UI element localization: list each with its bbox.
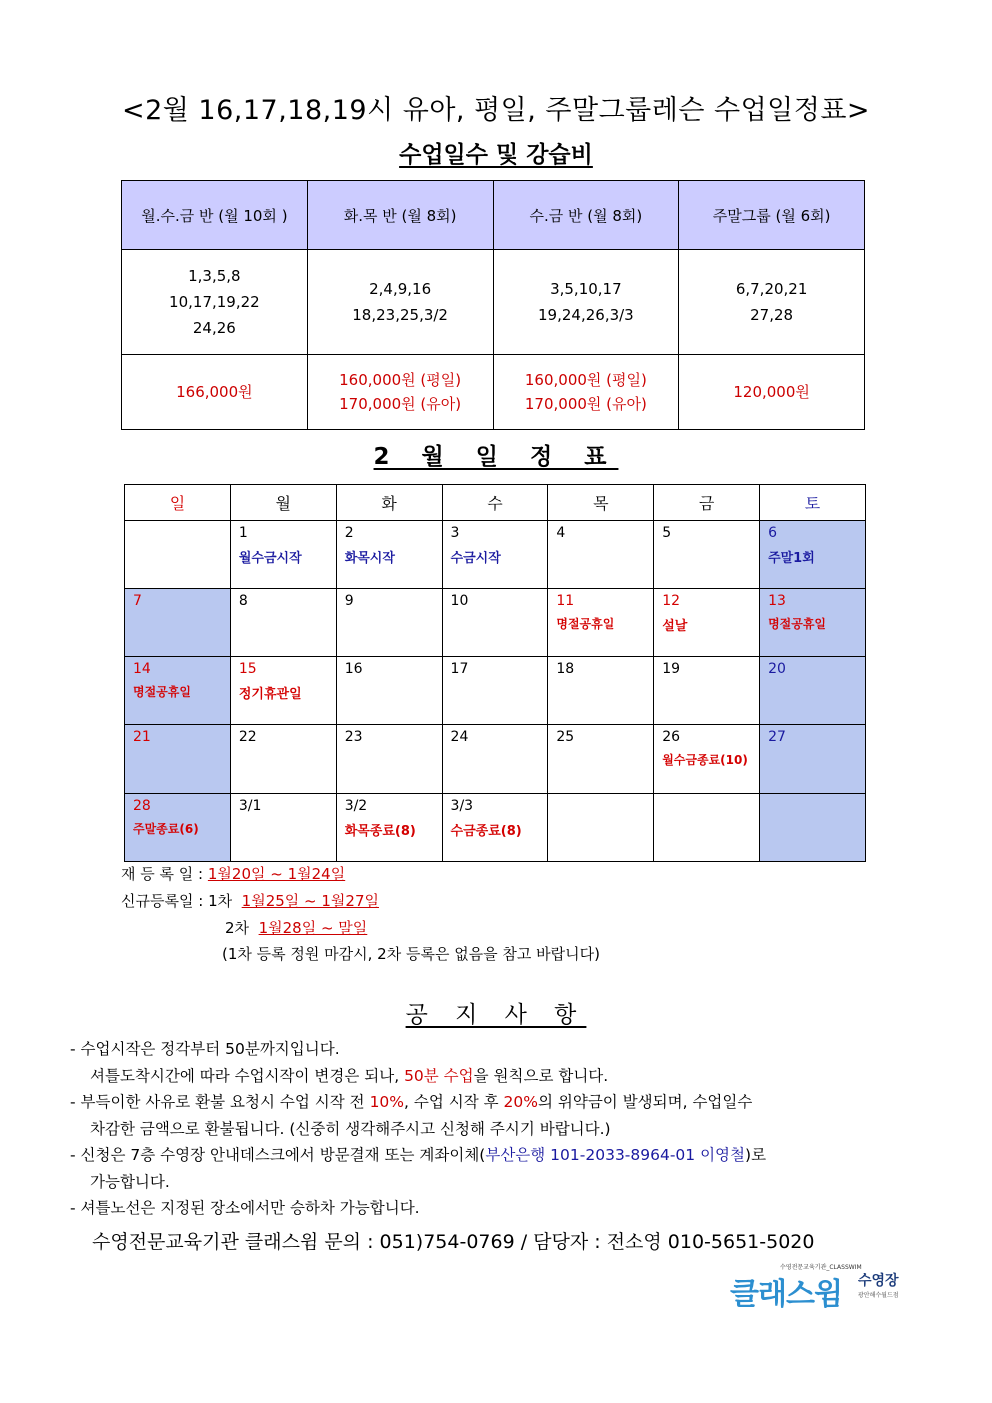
calendar-day: 20 [760, 657, 866, 725]
fee-price-cell: 160,000원 (평일) 170,000원 (유아) [493, 355, 679, 430]
calendar-week [125, 588, 866, 656]
notice-line: - 부득이한 사유로 환불 요청시 수업 시작 전 10%, 수업 시작 후 20%의 위약금이 발생되며, 수업일수 [70, 1093, 753, 1111]
fee-price-cell: 166,000원 [122, 355, 308, 430]
calendar-day [760, 793, 866, 861]
calendar-day: 9 [336, 588, 442, 656]
fee-days-cell: 3,5,10,17 19,24,26,3/3 [493, 250, 679, 355]
fee-price-cell: 120,000원 [679, 355, 865, 430]
calendar-day: 24 [442, 725, 548, 793]
fee-price-row [122, 355, 865, 430]
calendar-day: 8 [230, 588, 336, 656]
round2-line [225, 915, 367, 942]
calendar-day: 6 주말1회 [760, 520, 866, 588]
fee-section-title: 수업일수 및 강습비 [399, 142, 593, 168]
calendar-day: 3/3 수금종료(8) [442, 793, 548, 861]
fee-table [121, 180, 865, 430]
fee-header: 주말그룹 (월 6회) [679, 181, 865, 250]
calendar-day [125, 520, 231, 588]
fee-header: 화.목 반 (월 8회) [307, 181, 493, 250]
notice-line: - 셔틀노선은 지정된 장소에서만 승하차 가능합니다. [70, 1199, 420, 1217]
calendar-day: 15 정기휴관일 [230, 657, 336, 725]
notice-line: 셔틀도착시간에 따라 수업시작이 변경은 되나, 50분 수업을 원칙으로 합니다. [90, 1066, 609, 1085]
notice-line: - 수업시작은 정각부터 50분까지입니다. [70, 1040, 340, 1058]
calendar-day: 26 월수금종료(10) [654, 725, 760, 793]
calendar-day: 18 [548, 657, 654, 725]
calendar-title: 2 월 일 정 표 [373, 444, 619, 470]
calendar-day [654, 793, 760, 861]
calendar-day: 17 [442, 657, 548, 725]
fee-header-row [122, 181, 865, 250]
notice-line: 가능합니다. [90, 1172, 170, 1191]
weekday-sat: 토 [760, 485, 866, 521]
calendar-day: 23 [336, 725, 442, 793]
calendar-day: 25 [548, 725, 654, 793]
fee-days-cell: 1,3,5,8 10,17,19,22 24,26 [122, 250, 308, 355]
weekday-fri: 금 [654, 485, 760, 521]
calendar-week [125, 657, 866, 725]
fee-header: 수.금 반 (월 8회) [493, 181, 679, 250]
calendar-day: 1 월수금시작 [230, 520, 336, 588]
fee-days-cell: 6,7,20,21 27,28 [679, 250, 865, 355]
calendar-day: 28 주말종료(6) [125, 793, 231, 861]
rereg-line [121, 861, 345, 888]
weekday-header-row [125, 485, 866, 521]
calendar-day: 27 [760, 725, 866, 793]
fee-header: 월.수.금 반 (월 10회 ) [122, 181, 308, 250]
registration-note: (1차 등록 정원 마감시, 2차 등록은 없음을 참고 바랍니다) [222, 945, 600, 963]
calendar-day: 21 [125, 725, 231, 793]
calendar-day: 13 명절공휴일 [760, 588, 866, 656]
calendar-day: 3/1 [230, 793, 336, 861]
rereg-label: 재 등 록 일 : [121, 865, 204, 883]
calendar-day: 10 [442, 588, 548, 656]
notice-body [70, 1036, 930, 1222]
calendar-table [124, 484, 866, 862]
rereg-period: 1월20일 ~ 1월24일 [207, 865, 346, 883]
calendar-week [125, 520, 866, 588]
logo-branch: 광안해수월드점 [858, 1292, 899, 1299]
calendar-day: 3 수금시작 [442, 520, 548, 588]
classwim-logo [730, 1262, 900, 1312]
logo-tagline: 수영전문교육기관_CLASSWIM [780, 1264, 862, 1271]
logo-sub: 수영장 [858, 1273, 899, 1289]
weekday-mon: 월 [230, 485, 336, 521]
weekday-tue: 화 [336, 485, 442, 521]
weekday-wed: 수 [442, 485, 548, 521]
fee-price-cell: 160,000원 (평일) 170,000원 (유아) [307, 355, 493, 430]
calendar-day: 12 설날 [654, 588, 760, 656]
round2-period: 1월28일 ~ 말일 [258, 919, 368, 937]
calendar-day: 5 [654, 520, 760, 588]
calendar-day: 4 [548, 520, 654, 588]
logo-name: 클래스윔 [730, 1277, 842, 1312]
calendar-day [548, 793, 654, 861]
calendar-day: 14 명절공휴일 [125, 657, 231, 725]
new-reg-line [121, 888, 379, 915]
weekday-thu: 목 [548, 485, 654, 521]
calendar-day: 11 명절공휴일 [548, 588, 654, 656]
contact-info: 수영전문교육기관 클래스윔 문의 : 051)754-0769 / 담당자 : 전소영 010-5651-5020 [92, 1231, 815, 1253]
notice-line: - 신청은 7층 수영장 안내데스크에서 방문결재 또는 계좌이체(부산은행 101-2033-8964-01 이영철)로 [70, 1146, 767, 1164]
notice-line: 차감한 금액으로 환불됩니다. (신중히 생각해주시고 신청해 주시기 바랍니다.) [90, 1119, 611, 1138]
calendar-day: 2 화목시작 [336, 520, 442, 588]
round1-label: 1차 [208, 892, 233, 910]
weekday-sun: 일 [125, 485, 231, 521]
notice-title: 공 지 사 항 [405, 1002, 587, 1028]
calendar-day: 22 [230, 725, 336, 793]
new-reg-label: 신규등록일 : [121, 892, 204, 910]
calendar-day: 7 [125, 588, 231, 656]
page-title: <2월 16,17,18,19시 유아, 평일, 주말그룹레슨 수업일정표> [121, 95, 871, 126]
round1-period: 1월25일 ~ 1월27일 [241, 892, 379, 910]
calendar-week [125, 793, 866, 861]
calendar-day: 19 [654, 657, 760, 725]
calendar-day: 3/2 화목종료(8) [336, 793, 442, 861]
fee-days-cell: 2,4,9,16 18,23,25,3/2 [307, 250, 493, 355]
calendar-day: 16 [336, 657, 442, 725]
calendar-week [125, 725, 866, 793]
round2-label: 2차 [225, 919, 250, 937]
fee-days-row [122, 250, 865, 355]
